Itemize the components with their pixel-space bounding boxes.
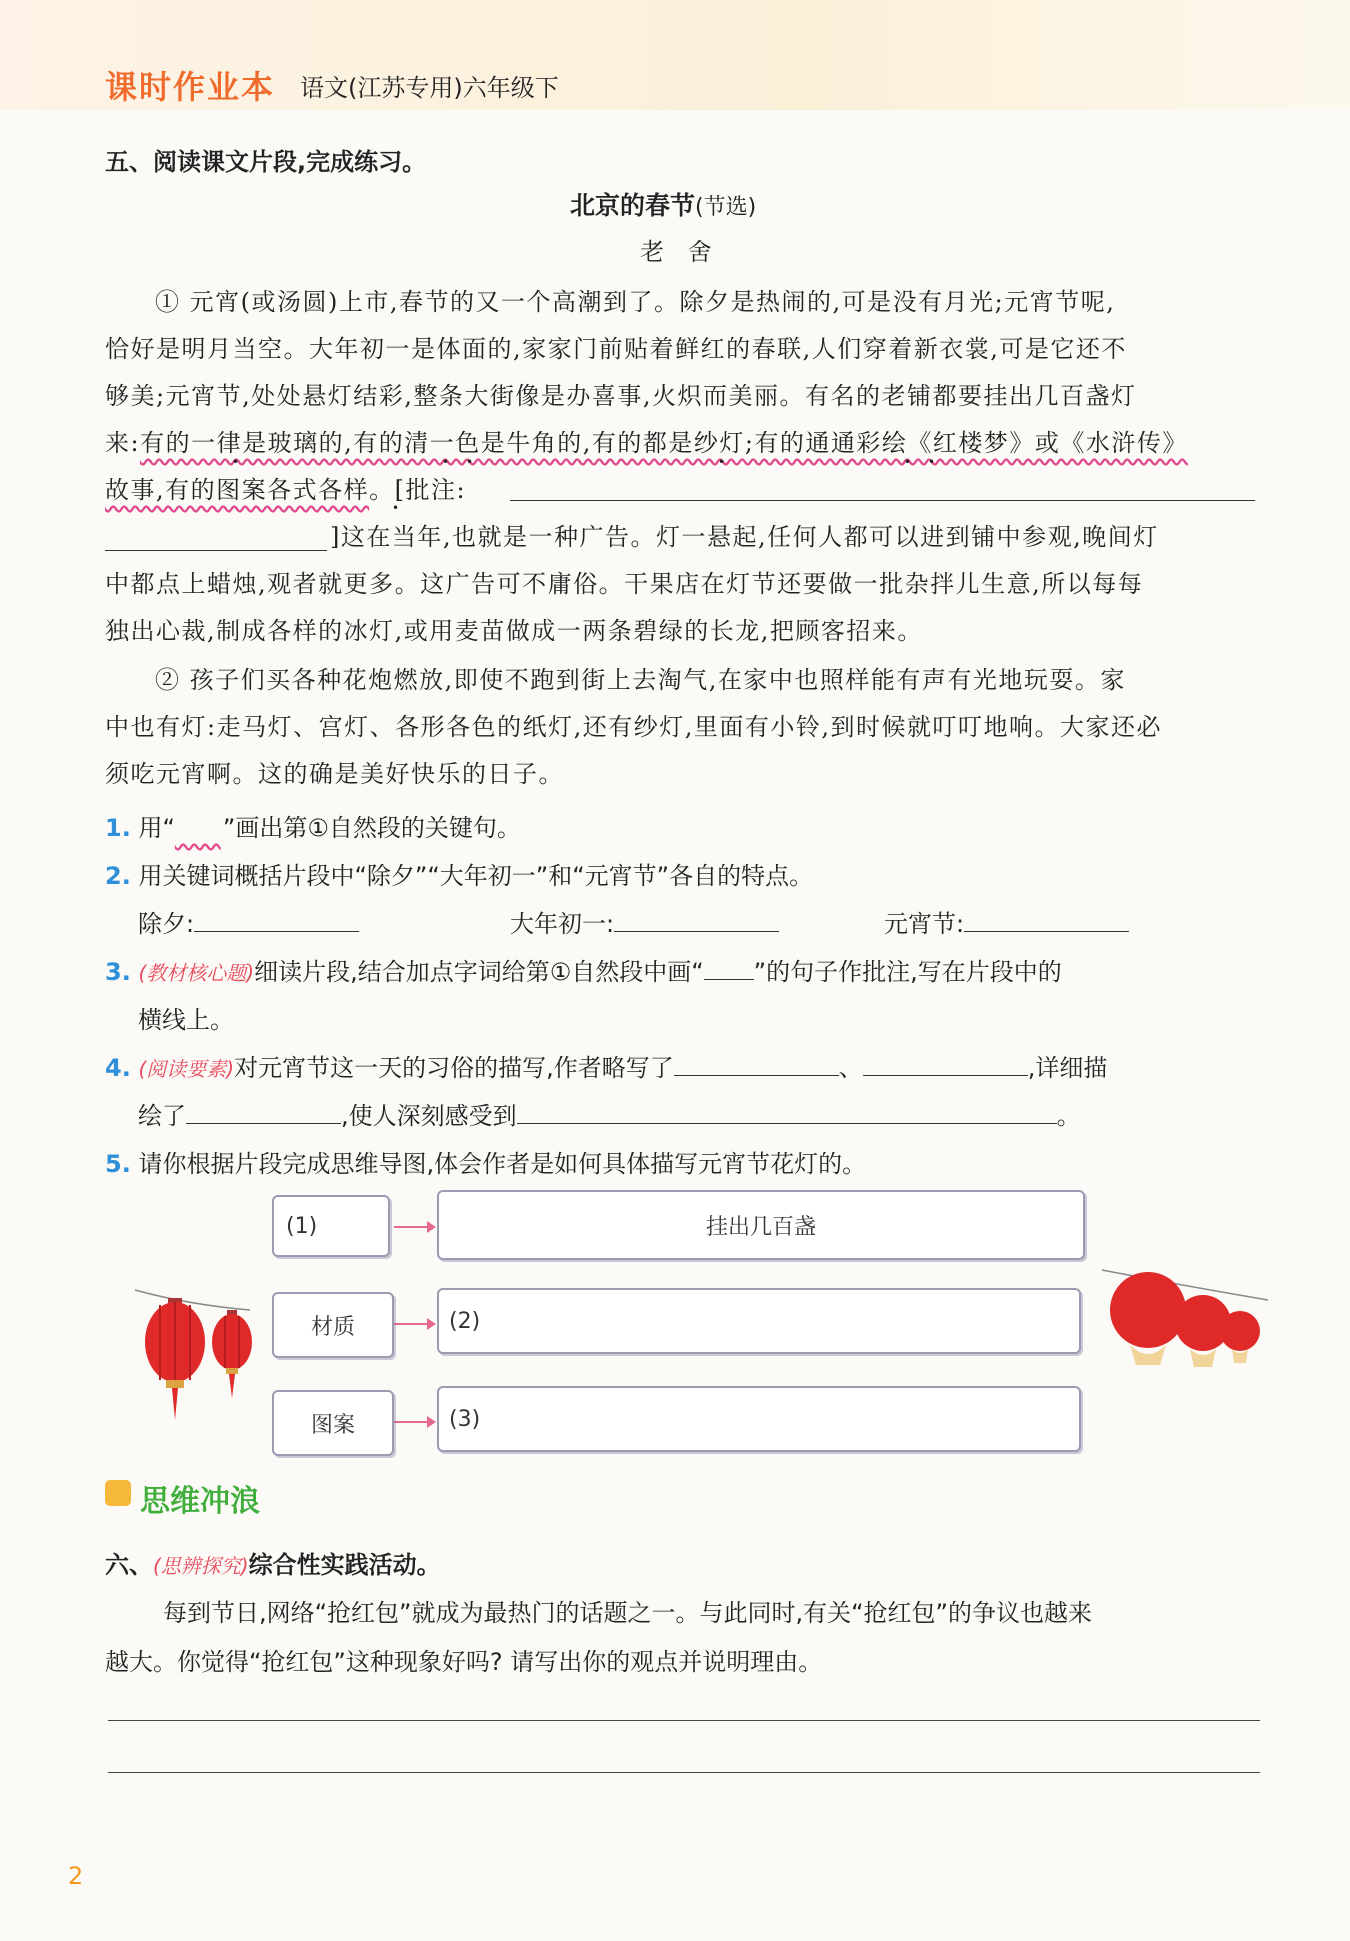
p2-line2: 中也有灯:走马灯、宫灯、各形各色的纸灯,还有纱灯,里面有小铃,到时候就叮叮地响。大家还必 — [105, 713, 1162, 741]
straight-line-sample — [704, 979, 754, 980]
emphasis-dot: • — [718, 455, 726, 469]
mindmap-left-3: 图案 — [272, 1390, 394, 1456]
subject-title: 语文(江苏专用)六年级下 — [300, 74, 559, 102]
section6-tag: (思辨探究) — [153, 1554, 249, 1578]
q1-number: 1. — [105, 814, 131, 842]
p1-line5 — [105, 470, 466, 505]
q2-text: 用关键词概括片段中“除夕”“大年初一”和“元宵节”各自的特点。 — [138, 862, 814, 890]
q4-blank-2[interactable] — [863, 1075, 1028, 1076]
p1-line4 — [105, 423, 1188, 458]
q4-text-c: ,详细描 — [1027, 1054, 1108, 1082]
q4-tag: (阅读要素) — [138, 1057, 235, 1081]
mindmap-arrow-2 — [394, 1323, 434, 1325]
p1-line3: 够美;元宵节,处处悬灯结彩,整条大街像是办喜事,火炽而美丽。有名的老铺都要挂出几百盏灯 — [105, 382, 1137, 410]
wave-icon — [105, 1480, 131, 1506]
q3-text-c: 横线上。 — [138, 1006, 234, 1034]
q3-tag: (教材核心题) — [138, 961, 255, 985]
emphasis-dot: • — [928, 455, 936, 469]
section6-line2: 越大。你觉得“抢红包”这种现象好吗? 请写出你的观点并说明理由。 — [105, 1648, 823, 1676]
passage-title — [570, 186, 756, 222]
answer-line-2[interactable] — [108, 1772, 1260, 1773]
q2-field-chuxi — [138, 904, 359, 939]
q1-text-b: ”画出第①自然段的关键句。 — [222, 814, 521, 842]
p1-line4-lead: 来: — [105, 429, 141, 457]
mindmap-arrow-1 — [394, 1226, 434, 1228]
q3-text-a: 细读片段,结合加点字词给第①自然段中画“ — [254, 958, 704, 986]
q4-blank-4[interactable] — [517, 1123, 1057, 1124]
p1-line1: ① 元宵(或汤圆)上市,春节的又一个高潮到了。除夕是热闹的,可是没有月光;元宵节呢, — [155, 288, 1116, 316]
emphasis-dot: • — [232, 455, 240, 469]
passage-title-text: 北京的春节 — [570, 191, 696, 220]
emphasis-dot: • — [466, 455, 474, 469]
section6-heading-a: 六、 — [105, 1551, 153, 1579]
wavy-line-sample — [175, 814, 223, 842]
section5-heading: 五、阅读课文片段,完成练习。 — [105, 148, 427, 176]
p1-line6: ]这在当年,也就是一种广告。灯一悬起,任何人都可以进到铺中参观,晚间灯 — [330, 523, 1159, 551]
p2-line3: 须吃元宵啊。这的确是美好快乐的日子。 — [105, 760, 564, 788]
q2-field-chuyi — [510, 904, 779, 939]
passage-title-note: (节选) — [695, 195, 757, 220]
brand-title: 课时作业本 — [105, 68, 276, 106]
q4-number: 4. — [105, 1054, 131, 1082]
emphasis-dot: • — [392, 501, 400, 515]
q2-blank-chuxi[interactable] — [194, 931, 359, 932]
question-5 — [105, 1144, 866, 1179]
q3-text-b: ”的句子作批注,写在片段中的 — [753, 958, 1062, 986]
question-3 — [105, 952, 1062, 987]
q4-text-b: 、 — [838, 1054, 863, 1082]
question-1 — [105, 808, 521, 843]
q4-text-a: 对元宵节这一天的习俗的描写,作者略写了 — [234, 1054, 674, 1082]
section6-heading — [105, 1545, 441, 1580]
q2-label-yuanxiao: 元宵节: — [884, 910, 965, 938]
annotation-blank-2[interactable] — [105, 550, 327, 551]
mindmap-right-1: 挂出几百盏 — [437, 1190, 1085, 1260]
key-sentence-wavy-end: 故事,有的图案各式各样 — [105, 476, 370, 504]
q1-text-a: 用“ — [138, 814, 175, 842]
passage-author: 老 舍 — [640, 238, 720, 266]
q2-blank-chuyi[interactable] — [614, 931, 779, 932]
q4-text-e: ,使人深刻感受到 — [341, 1102, 517, 1130]
q2-number: 2. — [105, 862, 131, 890]
p1-line2: 恰好是明月当空。大年初一是体面的,家家门前贴着鲜红的春联,人们穿着新衣裳,可是它还不 — [105, 335, 1127, 363]
emphasis-dot: • — [904, 455, 912, 469]
annotation-label: 。[批注: — [369, 476, 467, 504]
mindmap-right-2[interactable]: (2) — [437, 1288, 1081, 1354]
q2-blank-yuanxiao[interactable] — [964, 931, 1129, 932]
q4-text-f: 。 — [1056, 1102, 1081, 1130]
mindmap-arrow-3 — [394, 1421, 434, 1423]
answer-line-1[interactable] — [108, 1720, 1260, 1721]
question-4-cont — [138, 1096, 1081, 1131]
p1-line7: 中都点上蜡烛,观者就更多。这广告可不庸俗。干果店在灯节还要做一批杂拌儿生意,所以每每 — [105, 570, 1144, 598]
mindmap-left-2: 材质 — [272, 1292, 394, 1358]
emphasis-dot: • — [442, 455, 450, 469]
question-4 — [105, 1048, 1107, 1083]
q5-text: 请你根据片段完成思维导图,体会作者是如何具体描写元宵节花灯的。 — [138, 1150, 867, 1178]
q2-field-yuanxiao — [884, 904, 1129, 939]
lanterns-right-illustration — [1100, 1265, 1270, 1375]
annotation-blank-1[interactable] — [510, 500, 1255, 501]
mindmap-left-1[interactable]: (1) — [272, 1195, 390, 1257]
q2-label-chuxi: 除夕: — [138, 910, 195, 938]
question-2 — [105, 856, 813, 891]
q2-label-chuyi: 大年初一: — [510, 910, 615, 938]
q4-text-d: 绘了 — [138, 1102, 186, 1130]
key-sentence-wavy: 有的一律是玻璃的,有的清一色是牛角的,有的都是纱灯;有的通通彩绘《红楼梦》或《水浒传》 — [140, 429, 1188, 457]
wave-section-title: 思维冲浪 — [140, 1484, 260, 1519]
p2-line1: ② 孩子们买各种花炮燃放,即使不跑到街上去淘气,在家中也照样能有声有光地玩耍。家 — [155, 666, 1126, 694]
q4-blank-1[interactable] — [674, 1075, 839, 1076]
mindmap-right-3[interactable]: (3) — [437, 1386, 1081, 1452]
q5-number: 5. — [105, 1150, 131, 1178]
section6-heading-b: 综合性实践活动。 — [248, 1551, 441, 1579]
p1-line8: 独出心裁,制成各样的冰灯,或用麦苗做成一两条碧绿的长龙,把顾客招来。 — [105, 617, 923, 645]
q4-blank-3[interactable] — [186, 1123, 341, 1124]
q3-number: 3. — [105, 958, 131, 986]
page-number: 2 — [68, 1862, 84, 1890]
lanterns-left-illustration — [130, 1280, 260, 1430]
section6-line1: 每到节日,网络“抢红包”就成为最热门的话题之一。与此同时,有关“抢红包”的争议也越来 — [163, 1599, 1092, 1627]
